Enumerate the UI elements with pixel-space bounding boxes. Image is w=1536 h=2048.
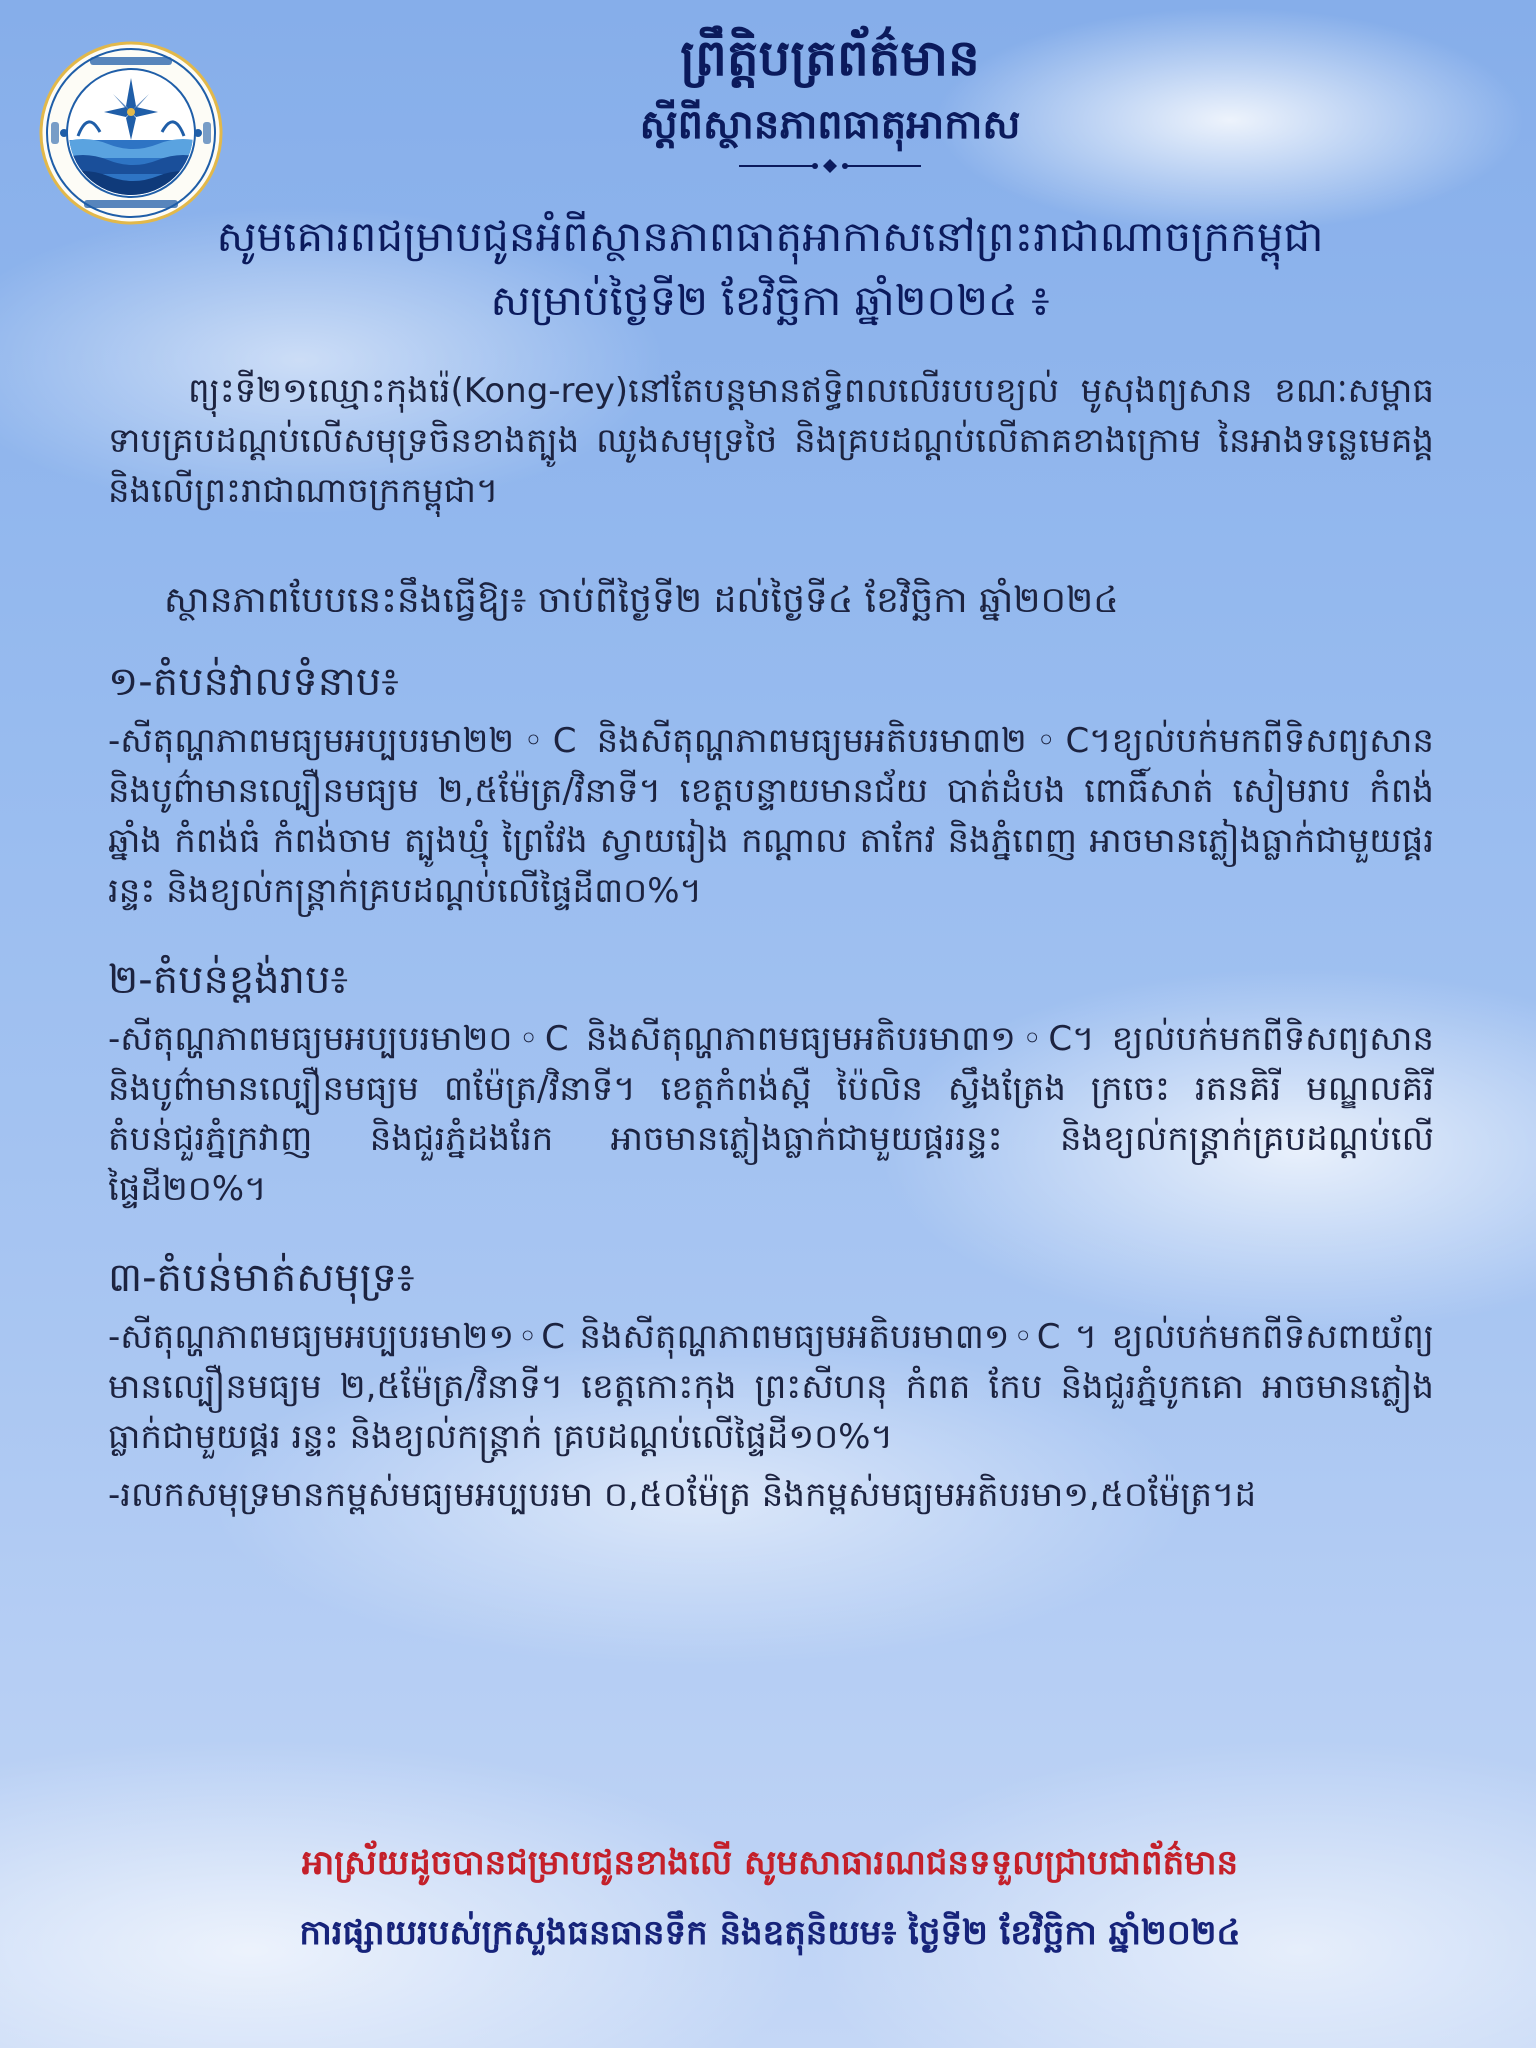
intro-paragraph: ព្យុះទី២១ឈ្មោះកុងរ៉េ(Kong-rey)នៅតែបន្តមានឥទ្ធិពលលើរបបខ្យល់ មូសុងព្យសាន ខណៈសម្ពាធទាបគ្របដណ្តប់លើសមុទ្រចិនខាងត្បូង ឈូងសមុទ្រថៃ និងគ្របដណ្តប់លើតាគខាងក្រោម នៃអាងទន្លេមេគង្គ និងលើព្រះរាជាណាចក្រកម្ពុជា។ <box>108 371 1434 511</box>
announcement <box>120 205 1420 333</box>
section-text-plateau: -សីតុណ្ហភាពមធ្យមអប្បបរមា២០◦C និងសីតុណ្ហភាពមធ្យមអតិបរមា៣១◦C។ ខ្យល់បក់មកពីទិសព្យសាន និងបូព៌ាមានល្បឿនមធ្យម ៣ម៉ែត្រ/វិនាទី។ ខេត្តកំពង់ស្ពឺ ប៉ៃលិន ស្ទឹងត្រែង ក្រចេះ រតនគិរី មណ្ឌលគិរី តំបន់ជួរភ្នំក្រវាញ និងជួរភ្នំដងរែក អាចមានភ្លៀងធ្លាក់ជាមួយផ្គររន្ទះ និងខ្យល់កន្ត្រាក់គ្របដណ្តប់លើផ្ទៃដី២០%។ <box>108 1019 1434 1209</box>
section-title-coastal: ៣-តំបន់មាត់សមុទ្រ៖ <box>108 1255 415 1301</box>
footer-notice: អាស្រ័យដូចបានជម្រាបជូនខាងលើ សូមសាធារណជនទទួលជ្រាបជាព័ត៌មាន <box>301 1843 1239 1883</box>
ministry-seal-icon <box>38 40 224 226</box>
section-text-lowland: -សីតុណ្ហភាពមធ្យមអប្បបរមា២២◦C និងសីតុណ្ហភាពមធ្យមអតិបរមា៣២◦C។ខ្យល់បក់មកពីទិសព្យសាន និងបូព៌ាមានល្បឿនមធ្យម ២,៥ម៉ែត្រ/វិនាទី។ ខេត្តបន្ទាយមានជ័យ បាត់ដំបង ពោធិ៍សាត់ សៀមរាប កំពង់ឆ្នាំង កំពង់ធំ កំពង់ចាម ត្បូងឃ្មុំ ព្រៃវែង ស្វាយរៀង កណ្តាល តាកែវ និងភ្នំពេញ អាចមានភ្លៀងធ្លាក់ជាមួយផ្គររន្ទះ និងខ្យល់កន្ត្រាក់គ្របដណ្តប់លើផ្ទៃដី៣០%។ <box>108 721 1434 911</box>
bulletin-content <box>108 366 1434 1520</box>
footer-publisher: ការផ្សាយរបស់ក្រសួងធនធានទឹក និងឧតុនិយម៖ ថ្ងៃទី២ ខែវិច្ឆិកា ឆ្នាំ២០២៤ <box>299 1913 1241 1953</box>
bulletin-title: ព្រឹត្តិបត្រព័ត៌មាន <box>680 28 980 87</box>
section-text-coastal: -សីតុណ្ហភាពមធ្យមអប្បបរមា២១◦C និងសីតុណ្ហភាពមធ្យមអតិបរមា៣១◦C ។ ខ្យល់បក់មកពីទិសពាយ័ព្យមានល្បឿនមធ្យម ២,៥ម៉ែត្រ/វិនាទី។ ខេត្តកោះកុង ព្រះសីហនុ កំពត កែប និងជួរភ្នំបូកគោ អាចមានភ្លៀងធ្លាក់ជាមួយផ្គរ រន្ទះ និងខ្យល់កន្ត្រាក់ គ្របដណ្តប់លើផ្ទៃដី១០%។ <box>108 1317 1434 1457</box>
announcement-line-2: សម្រាប់ថ្ងៃទី២ ខែវិច្ឆិកា ឆ្នាំ២០២៤ ៖ <box>490 276 1050 325</box>
bulletin-header <box>360 22 1300 174</box>
section-title-lowland: ១-តំបន់វាលទំនាប៖ <box>108 659 399 705</box>
announcement-line-1: សូមគោរពជម្រាបជូនអំពីស្ថានភាពធាតុអាកាសនៅព្រះរាជាណាចក្រកម្ពុជា <box>216 212 1324 261</box>
ministry-logo-icon <box>38 40 224 226</box>
section-text-coastal-waves: -រលកសមុទ្រមានកម្ពស់មធ្យមអប្បបរមា ០,៥០ម៉ែត្រ និងកម្ពស់មធ្យមអតិបរមា១,៥០ម៉ែត្រ។ដ <box>108 1475 1257 1515</box>
forecast-period: ស្ថានភាពបែបនេះនឹងធ្វើឱ្យ៖ ចាប់ពីថ្ងៃទី២ ដល់ថ្ងៃទី៤ ខែវិច្ឆិកា ឆ្នាំ២០២៤ <box>164 580 1119 621</box>
bulletin-subtitle: ស្តីពីស្ថានភាពធាតុអាកាស <box>639 101 1021 148</box>
divider-ornament-icon <box>735 158 925 174</box>
section-title-plateau: ២-តំបន់ខ្ពង់រាប៖ <box>108 957 349 1003</box>
